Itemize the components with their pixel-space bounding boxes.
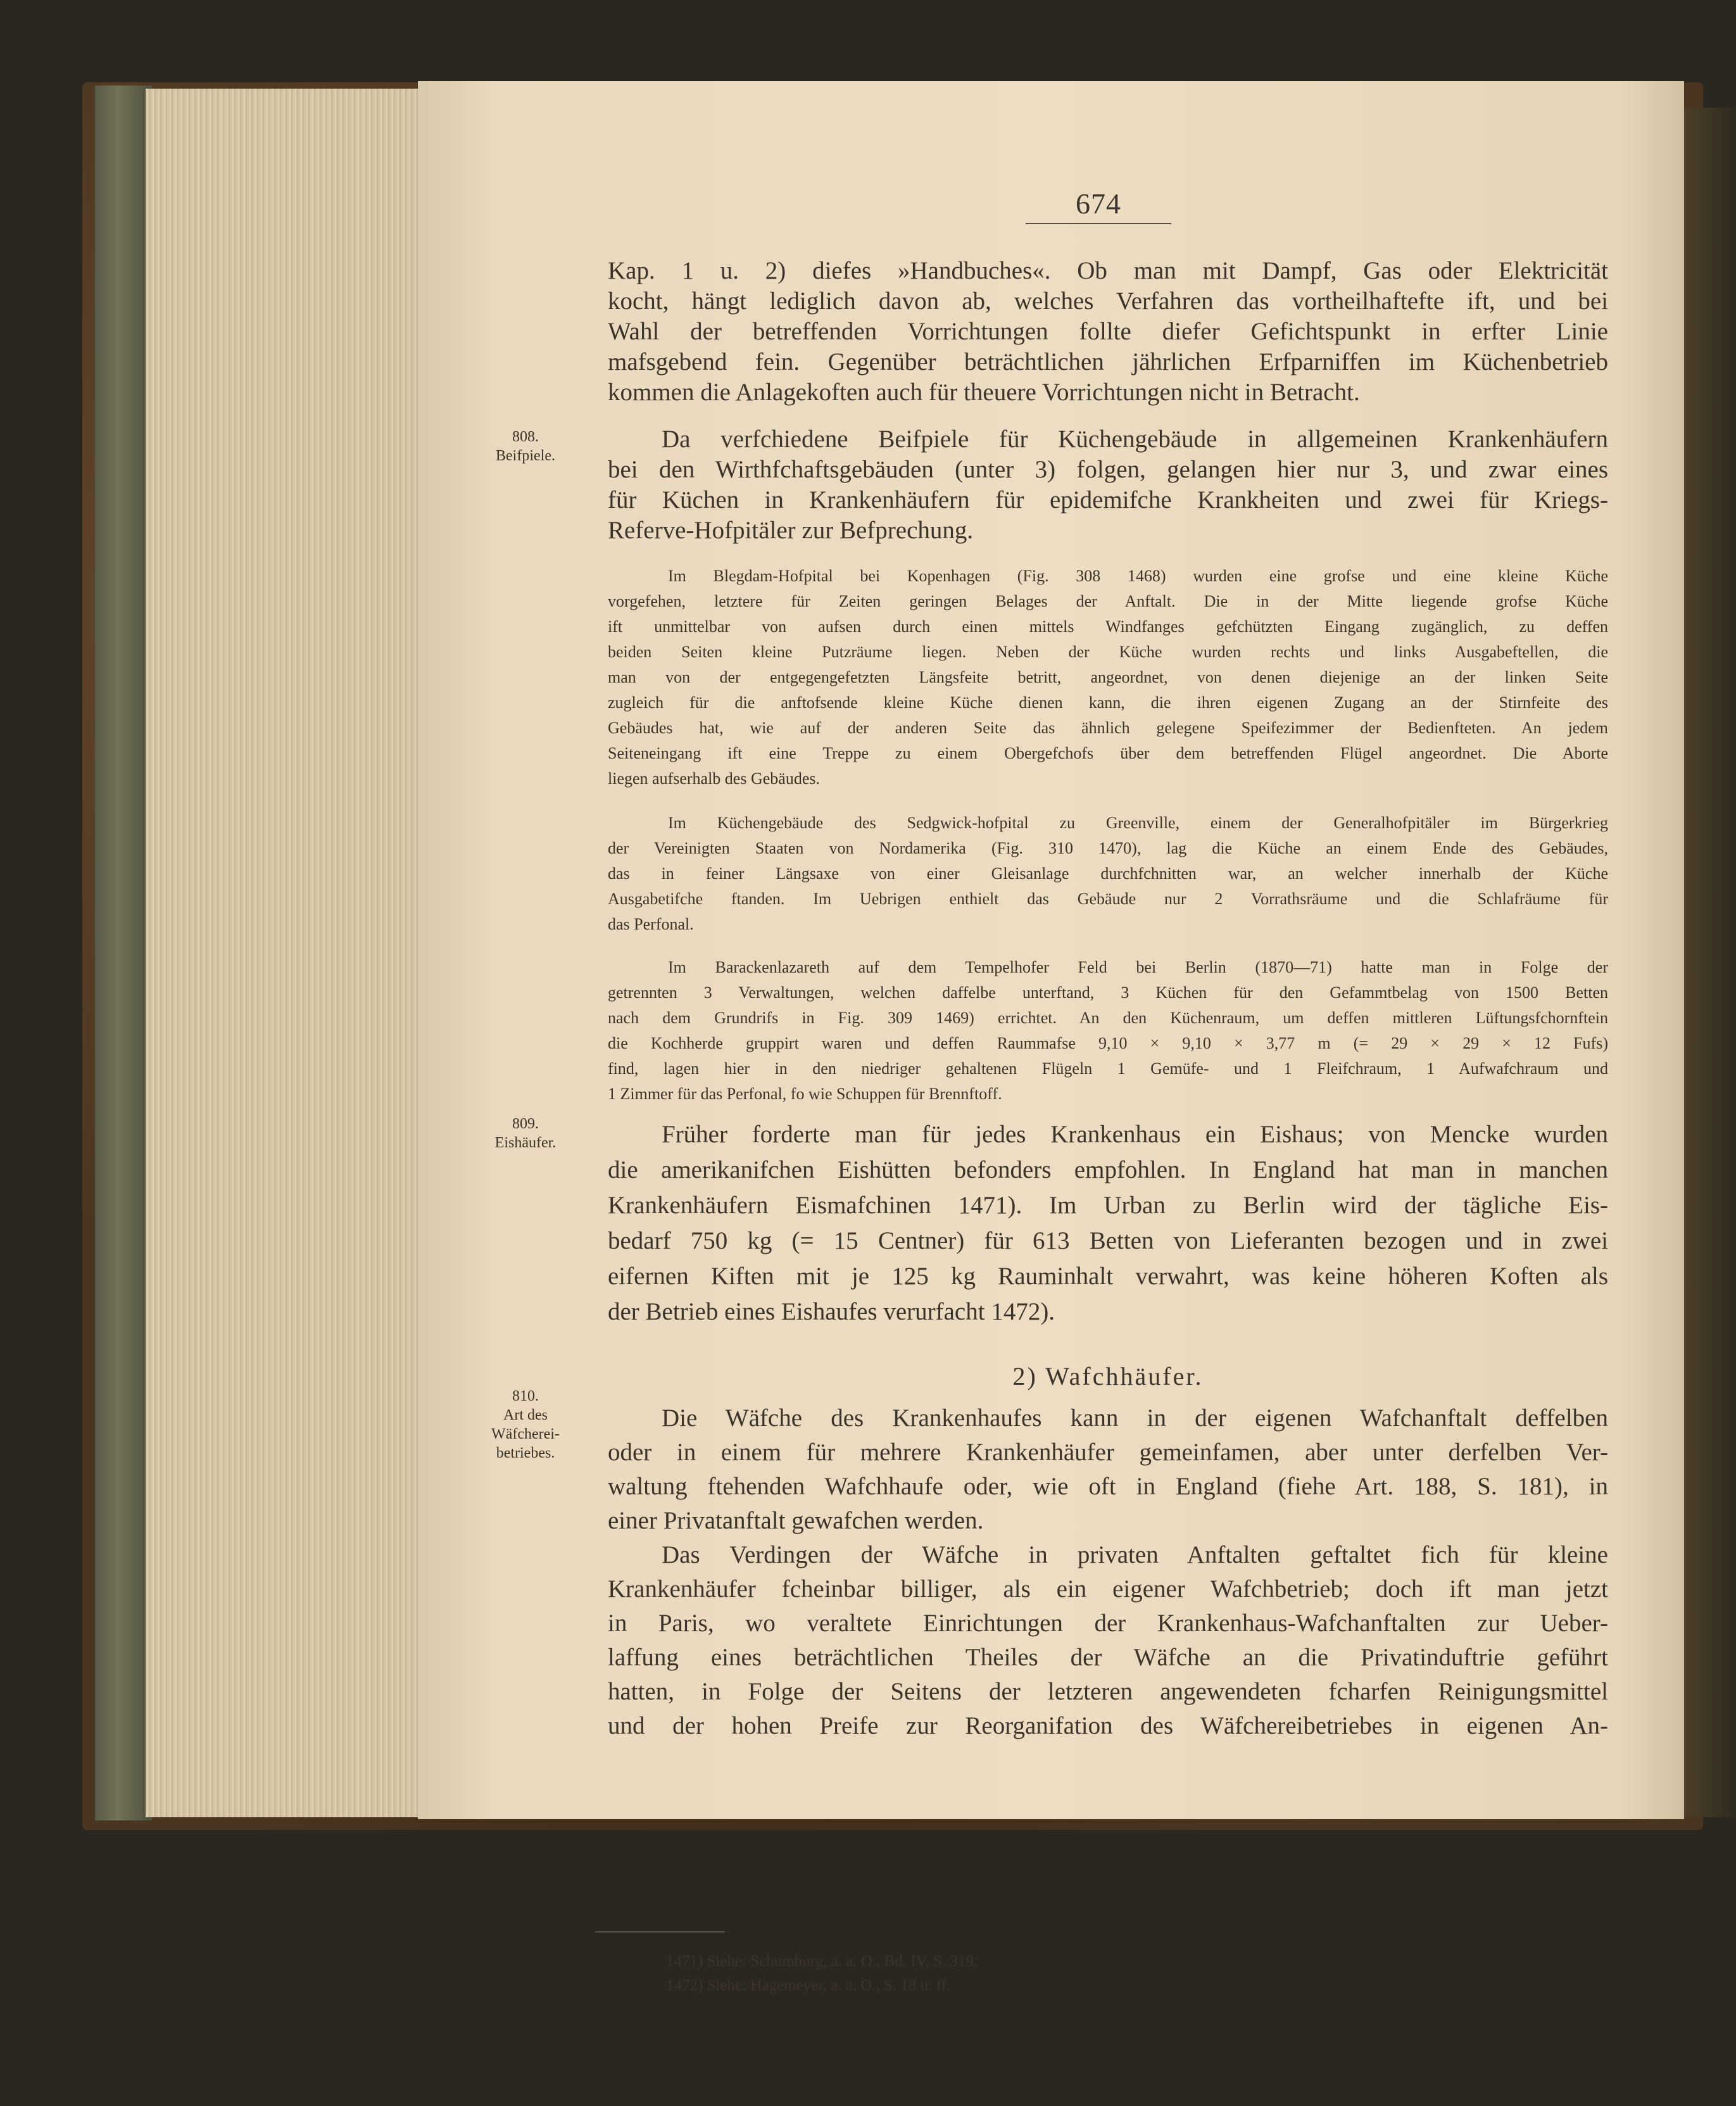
- page-edges-stack: [146, 89, 424, 1817]
- text-line-small: beiden Seiten kleine Putzräume liegen. Neben der Küche wurden rechts und links Ausgabeftellen, die: [608, 643, 1608, 661]
- text-line-small: Ausgabetifche ftanden. Im Uebrigen enthielt das Gebäude nur 2 Vorrathsräume und die Schlafräume für: [608, 890, 1608, 908]
- page-number: 674: [1026, 187, 1171, 224]
- footnote-rule: [595, 1931, 725, 1933]
- margin-note-label: Eishäufer.: [494, 1135, 557, 1151]
- text-line: Da verfchiedene Beifpiele für Küchengebäude in allgemeinen Krankenhäufern: [662, 426, 1608, 453]
- text-line: waltung ftehenden Wafchhaufe oder, wie oft in England (fiehe Art. 188, S. 181), in: [608, 1473, 1608, 1500]
- text-line: kommen die Anlagekoften auch für theuere Vorrichtungen nicht in Betracht.: [608, 379, 1360, 406]
- margin-note-number: 808.: [512, 429, 539, 445]
- text-line-small: Seiteneingang ift eine Treppe zu einem Obergefchofs über dem betreffenden Flügel angeordnet. Die Aborte: [608, 744, 1608, 762]
- text-line: kocht, hängt lediglich davon ab, welches Verfahren das vortheilhaftefte ift, und bei: [608, 287, 1608, 315]
- text-line-small: zugleich für die anftofsende kleine Küche dienen kann, die ihren eigenen Zugang an der Stirnfeite des: [608, 693, 1608, 712]
- text-line-small: getrennten 3 Verwaltungen, welchen daffelbe unterftand, 3 Küchen für den Gefammtbelag von 1500 Betten: [608, 983, 1608, 1002]
- text-line-small: die Kochherde gruppirt waren und deffen Raummafse 9,10 × 9,10 × 3,77 m (= 29 × 29 × 12 Fufs): [608, 1034, 1608, 1052]
- text-line-small: man von der entgegengefetzten Längsfeite betritt, angeordnet, von denen diejenige an der linken Seite: [608, 668, 1608, 686]
- text-line-small: vorgefehen, letztere für Zeiten geringen Belages der Anftalt. Die in der Mitte liegende grofse Küche: [608, 592, 1608, 610]
- text-line: hatten, in Folge der Seitens der letzteren angewendeten fcharfen Reinigungsmittel: [608, 1678, 1608, 1705]
- margin-note-number: 809.: [512, 1116, 539, 1132]
- text-line: einer Privatanftalt gewafchen werden.: [608, 1507, 984, 1534]
- section-heading: 2) Wafchhäufer.: [1012, 1362, 1204, 1390]
- text-line: eifernen Kiften mit je 125 kg Rauminhalt verwahrt, was keine höheren Koften als: [608, 1263, 1608, 1290]
- text-line: Krankenhäufer fcheinbar billiger, als ein eigener Wafchbetrieb; doch ift man jetzt: [608, 1575, 1608, 1603]
- margin-note-label: betriebes.: [496, 1445, 555, 1461]
- margin-note-808: [469, 427, 582, 465]
- text-line: Die Wäfche des Krankenhaufes kann in der eigenen Wafchanftalt deffelben: [662, 1404, 1608, 1432]
- margin-note-label: Art des: [503, 1407, 548, 1423]
- text-line: bedarf 750 kg (= 15 Centner) für 613 Betten von Lieferanten bezogen und in zwei: [608, 1227, 1608, 1254]
- text-line: laffung eines beträchtlichen Theiles der Wäfche an die Privatinduftrie geführt: [608, 1644, 1608, 1671]
- footnote: 1471) Siehe: Schumburg, a. a. O., Bd. IV, S. 319.: [666, 1953, 978, 1970]
- text-line: der Betrieb eines Eishaufes verurfacht 1472).: [608, 1298, 1055, 1325]
- text-line: für Küchen in Krankenhäufern für epidemifche Krankheiten und zwei für Kriegs-: [608, 486, 1608, 514]
- text-line: und der hohen Preife zur Reorganifation des Wäfchereibetriebes in eigenen An-: [608, 1712, 1608, 1739]
- text-line-small: Im Blegdam-Hofpital bei Kopenhagen (Fig. 308 1468) wurden eine grofse und eine kleine Küche: [668, 567, 1608, 585]
- facing-page-edge: [1684, 108, 1736, 1817]
- text-line-small: das Perfonal.: [608, 915, 694, 933]
- text-line-small: Im Küchengebäude des Sedgwick-hofpital zu Greenville, einem der Generalhofpitäler im Bürgerkrieg: [668, 814, 1608, 832]
- text-line: Früher forderte man für jedes Krankenhaus ein Eishaus; von Mencke wurden: [662, 1121, 1608, 1148]
- text-line-small: das in feiner Längsaxe von einer Gleisanlage durchfchnitten war, an welcher innerhalb der Küche: [608, 864, 1608, 883]
- text-line-small: nach dem Grundrifs in Fig. 309 1469) errichtet. An den Küchenraum, um deffen mittleren Lüftungsfchornftein: [608, 1009, 1608, 1027]
- margin-note-809: [469, 1114, 582, 1152]
- text-line: Das Verdingen der Wäfche in privaten Anftalten geftaltet fich für kleine: [662, 1541, 1608, 1568]
- text-line-small: Gebäudes hat, wie auf der anderen Seite das ähnlich gelegene Speifezimmer der Bedienfteten. An jedem: [608, 719, 1608, 737]
- margin-note-label: Beifpiele.: [496, 448, 555, 464]
- text-line-small: 1 Zimmer für das Perfonal, fo wie Schuppen für Brennftoff.: [608, 1085, 1002, 1103]
- text-line: bei den Wirthfchaftsgebäuden (unter 3) folgen, gelangen hier nur 3, und zwar eines: [608, 456, 1608, 483]
- text-line-small: ift unmittelbar von aufsen durch einen mittels Windfanges gefchützten Eingang zugänglich, zu deffen: [608, 617, 1608, 636]
- text-line: mafsgebend fein. Gegenüber beträchtlichen jährlichen Erfparniffen im Küchenbetrieb: [608, 348, 1608, 375]
- text-line: oder in einem für mehrere Krankenhäufer gemeinfamen, aber unter derfelben Ver-: [608, 1439, 1608, 1466]
- text-line: in Paris, wo veraltete Einrichtungen der Krankenhaus-Wafchanftalten zur Ueber-: [608, 1610, 1608, 1637]
- text-line: Referve-Hofpitäler zur Befprechung.: [608, 517, 974, 544]
- text-line-small: liegen aufserhalb des Gebäudes.: [608, 769, 820, 788]
- text-line-small: Im Barackenlazareth auf dem Tempelhofer Feld bei Berlin (1870—71) hatte man in Folge der: [668, 958, 1608, 976]
- text-line: Wahl der betreffenden Vorrichtungen follte diefer Gefichtspunkt in erfter Linie: [608, 318, 1608, 345]
- text-line: Kap. 1 u. 2) diefes »Handbuches«. Ob man mit Dampf, Gas oder Elektricität: [608, 257, 1608, 284]
- text-line-small: find, lagen hier in den niedriger gehaltenen Flügeln 1 Gemüfe- und 1 Fleifchraum, 1 Aufwafchraum und: [608, 1059, 1608, 1078]
- text-line: Krankenhäufern Eismafchinen 1471). Im Urban zu Berlin wird der tägliche Eis-: [608, 1192, 1608, 1219]
- margin-note-810: [469, 1387, 582, 1463]
- margin-note-number: 810.: [512, 1388, 539, 1404]
- text-line: die amerikanifchen Eishütten befonders empfohlen. In England hat man in manchen: [608, 1156, 1608, 1183]
- margin-note-label: Wäfcherei-: [491, 1426, 560, 1442]
- book-spine: [95, 85, 152, 1820]
- text-line-small: der Vereinigten Staaten von Nordamerika (Fig. 310 1470), lag die Küche an einem Ende des Gebäudes,: [608, 839, 1608, 857]
- footnote: 1472) Siehe: Hagemeyer, a. a. O., S. 18 u. ff.: [666, 1977, 951, 1994]
